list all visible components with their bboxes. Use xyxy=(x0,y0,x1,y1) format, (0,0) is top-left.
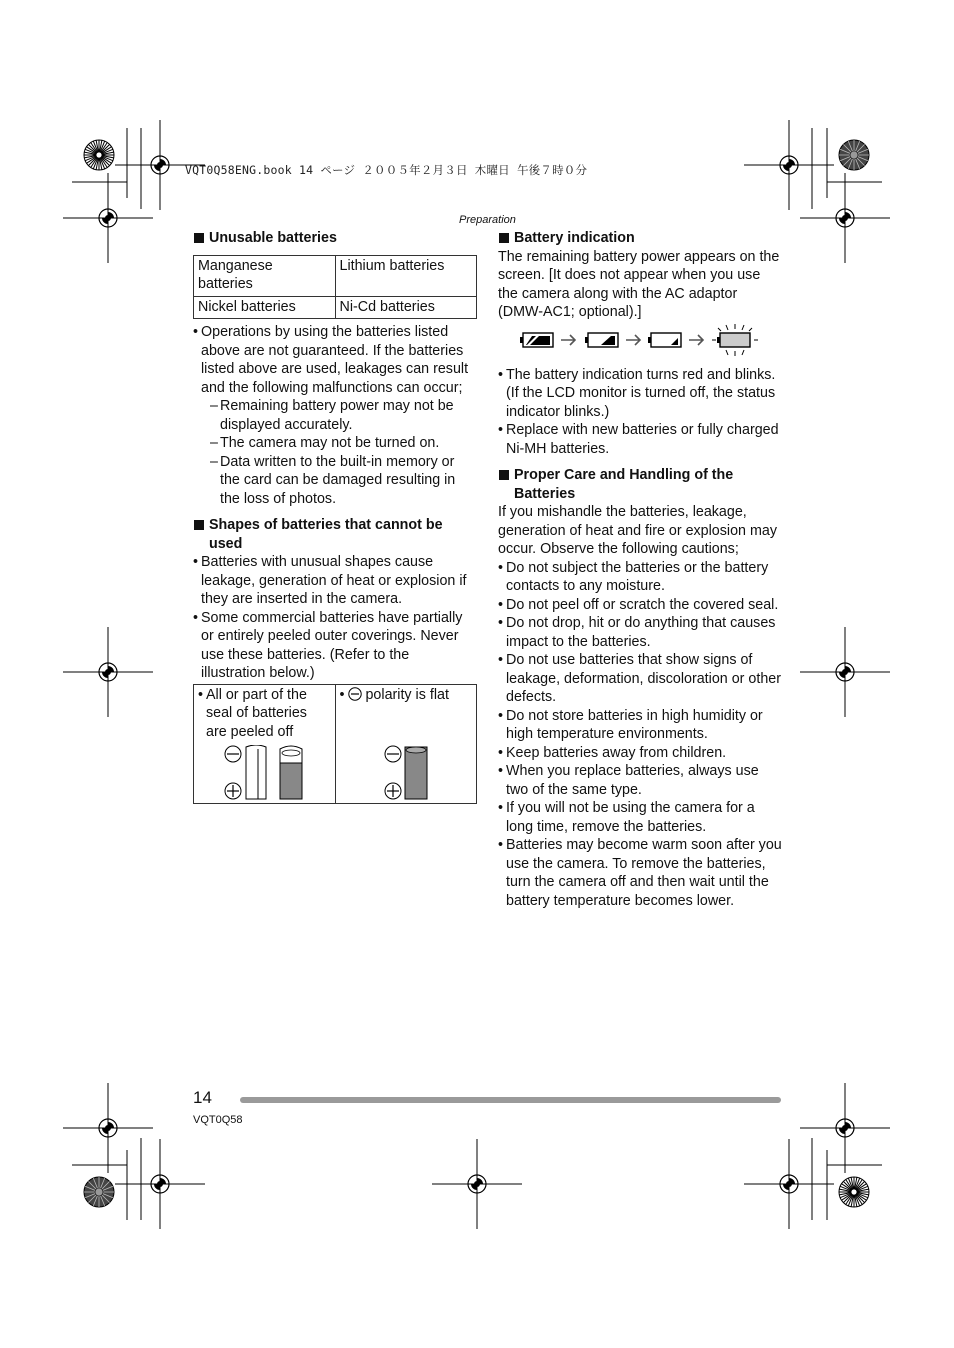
list-item: • Do not use batteries that show signs of leakage, deformation, discoloration or other defects. xyxy=(498,651,782,707)
list-item: • Batteries may become warm soon after you use the camera. To remove the batteries, turn the camera off and then wait until the battery temperature becomes lower. xyxy=(498,836,782,910)
list-item: • Do not store batteries in high humidity or high temperature environments. xyxy=(498,707,782,744)
table-cell: Lithium batteries xyxy=(335,255,477,296)
battery-one-third-icon xyxy=(648,333,681,347)
unusable-heading: Unusable batteries xyxy=(193,229,477,248)
table-cell: Ni-Cd batteries xyxy=(335,296,477,319)
care-list xyxy=(498,559,782,911)
flat-polarity-text: polarity is flat xyxy=(365,686,449,703)
file-info-line: VQT0Q58ENG.book 14 ページ ２００５年２月３日 木曜日 午後７時０分 xyxy=(185,163,588,177)
list-item: – Data written to the built-in memory or the card can be damaged resulting in the loss of photos. xyxy=(212,453,477,509)
page-number: 14 xyxy=(193,1088,212,1107)
list-item: – The camera may not be turned on. xyxy=(212,434,477,453)
section-label: Preparation xyxy=(459,214,516,226)
battery-level-sequence xyxy=(498,322,782,366)
peeled-battery-cell xyxy=(194,684,336,803)
list-item: • Do not peel off or scratch the covered seal. xyxy=(498,596,782,615)
table-cell: Manganese batteries xyxy=(194,255,336,296)
list-item: • Do not subject the batteries or the battery contacts to any moisture. xyxy=(498,559,782,596)
arrow-right-icon xyxy=(561,335,575,345)
shapes-list xyxy=(193,553,477,683)
battery-full-icon xyxy=(520,333,553,347)
peeled-battery-icon xyxy=(222,745,332,805)
table-row xyxy=(194,255,477,296)
footer-rule xyxy=(240,1097,781,1103)
unusable-list xyxy=(193,323,477,508)
list-item: • Keep batteries away from children. xyxy=(498,744,782,763)
left-column xyxy=(193,229,477,804)
unusable-batteries-table xyxy=(193,255,477,320)
minus-polarity-icon xyxy=(348,687,362,701)
shapes-heading: Shapes of batteries that cannot be used xyxy=(193,516,477,553)
table-cell: Nickel batteries xyxy=(194,296,336,319)
list-item: • If you will not be using the camera for a long time, remove the batteries. xyxy=(498,799,782,836)
peeled-caption: • All or part of the seal of batteries are peeled off xyxy=(198,686,331,742)
list-item-text: Operations by using the batteries listed above are not guaranteed. If the batteries listed above are used, leakages can result and the following malfunctions can occur; xyxy=(201,324,469,396)
right-column xyxy=(498,229,782,910)
indication-paragraph: The remaining battery power appears on the screen. [It does not appear when you use the camera along with the AC adaptor (DMW-AC1; optional).] xyxy=(498,248,780,320)
list-item: • Batteries with unusual shapes cause leakage, generation of heat or explosion if they are inserted in the camera. xyxy=(193,553,477,609)
battery-shape-illustration-table xyxy=(193,684,477,804)
battery-empty-blinking-icon xyxy=(712,324,758,356)
list-item: • Replace with new batteries or fully charged Ni-MH batteries. xyxy=(498,421,782,458)
care-paragraph: If you mishandle the batteries, leakage, generation of heat and fire or explosion may occur. Observe the following cautions; xyxy=(498,504,777,557)
battery-two-thirds-icon xyxy=(585,333,618,347)
indication-list xyxy=(498,366,782,459)
care-heading: Proper Care and Handling of the Batteries xyxy=(498,466,782,503)
flat-battery-icon xyxy=(383,745,443,805)
list-item: • When you replace batteries, always use two of the same type. xyxy=(498,762,782,799)
flat-polarity-caption xyxy=(340,686,473,705)
flat-polarity-cell xyxy=(335,684,477,803)
arrow-right-icon xyxy=(689,335,703,345)
list-item: • Some commercial batteries have partially or entirely peeled outer coverings. Never use these batteries. (Refer to the illustration below.) xyxy=(193,609,477,683)
indication-heading: Battery indication xyxy=(498,229,782,248)
list-item: – Remaining battery power may not be displayed accurately. xyxy=(212,397,477,434)
list-item: • The battery indication turns red and blinks. (If the LCD monitor is turned off, the status indicator blinks.) xyxy=(498,366,782,422)
table-row xyxy=(194,296,477,319)
arrow-right-icon xyxy=(626,335,640,345)
model-code: VQT0Q58 xyxy=(193,1114,243,1126)
list-item xyxy=(193,323,477,508)
list-item: • Do not drop, hit or do anything that causes impact to the batteries. xyxy=(498,614,782,651)
malfunction-list xyxy=(201,397,477,508)
